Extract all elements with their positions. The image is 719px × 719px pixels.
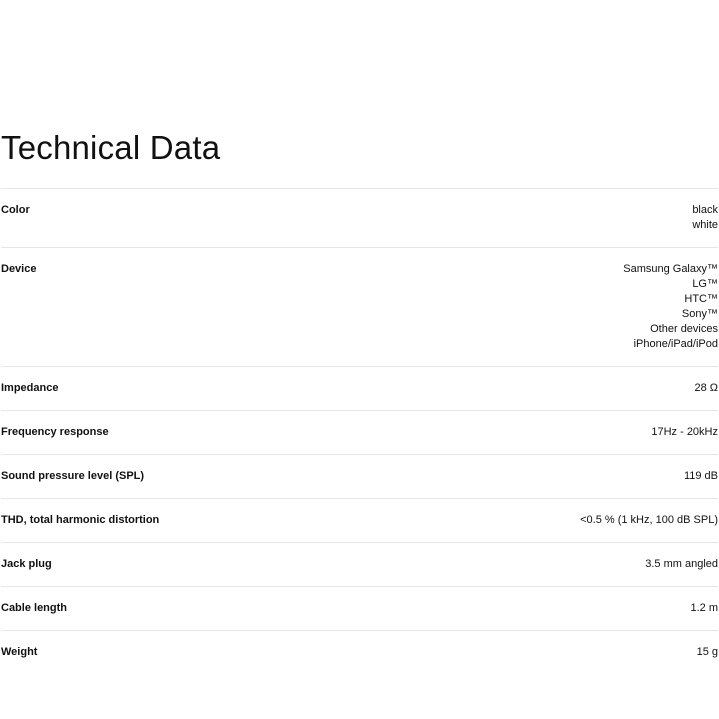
page-title: Technical Data xyxy=(1,129,221,166)
spec-label: Color xyxy=(1,204,30,216)
spec-row-jack-plug xyxy=(1,543,718,587)
spec-value: 3.5 mm angled xyxy=(645,558,718,570)
spec-label: Weight xyxy=(1,646,38,658)
spec-table xyxy=(1,188,718,674)
spec-value: 28 Ω xyxy=(694,382,718,394)
spec-value: Samsung Galaxy™ xyxy=(623,263,718,275)
spec-value: iPhone/iPad/iPod xyxy=(633,338,718,350)
spec-label: Cable length xyxy=(1,602,68,614)
spec-value: Sony™ xyxy=(681,308,718,320)
spec-row-impedance xyxy=(1,367,718,411)
spec-label: Impedance xyxy=(1,382,59,394)
spec-value: black xyxy=(692,204,718,216)
spec-label: THD, total harmonic distortion xyxy=(1,514,160,526)
spec-row-spl xyxy=(1,455,718,499)
spec-value: 15 g xyxy=(696,646,718,658)
spec-row-thd xyxy=(1,499,718,543)
spec-values xyxy=(697,645,718,660)
spec-values xyxy=(651,425,718,440)
spec-row-device xyxy=(1,248,718,367)
spec-row-cable-length xyxy=(1,587,718,631)
spec-values xyxy=(692,203,718,233)
spec-row-color xyxy=(1,189,718,248)
spec-value: LG™ xyxy=(692,278,718,290)
spec-value: 1.2 m xyxy=(690,602,718,614)
spec-label: Sound pressure level (SPL) xyxy=(1,470,145,482)
spec-label: Device xyxy=(1,263,37,275)
spec-label: Jack plug xyxy=(1,558,52,570)
spec-values xyxy=(690,601,718,616)
spec-value: Other devices xyxy=(650,323,718,335)
spec-value: <0.5 % (1 kHz, 100 dB SPL) xyxy=(580,514,718,526)
spec-value: 17Hz - 20kHz xyxy=(651,426,718,438)
spec-label: Frequency response xyxy=(1,426,109,438)
spec-values xyxy=(580,513,718,528)
spec-values xyxy=(623,262,718,352)
spec-value: HTC™ xyxy=(684,293,718,305)
spec-row-weight xyxy=(1,631,718,674)
spec-values xyxy=(684,469,718,484)
spec-values xyxy=(694,381,718,396)
spec-value: white xyxy=(692,219,718,231)
spec-value: 119 dB xyxy=(683,470,718,482)
spec-values xyxy=(645,557,718,572)
spec-row-frequency-response xyxy=(1,411,718,455)
